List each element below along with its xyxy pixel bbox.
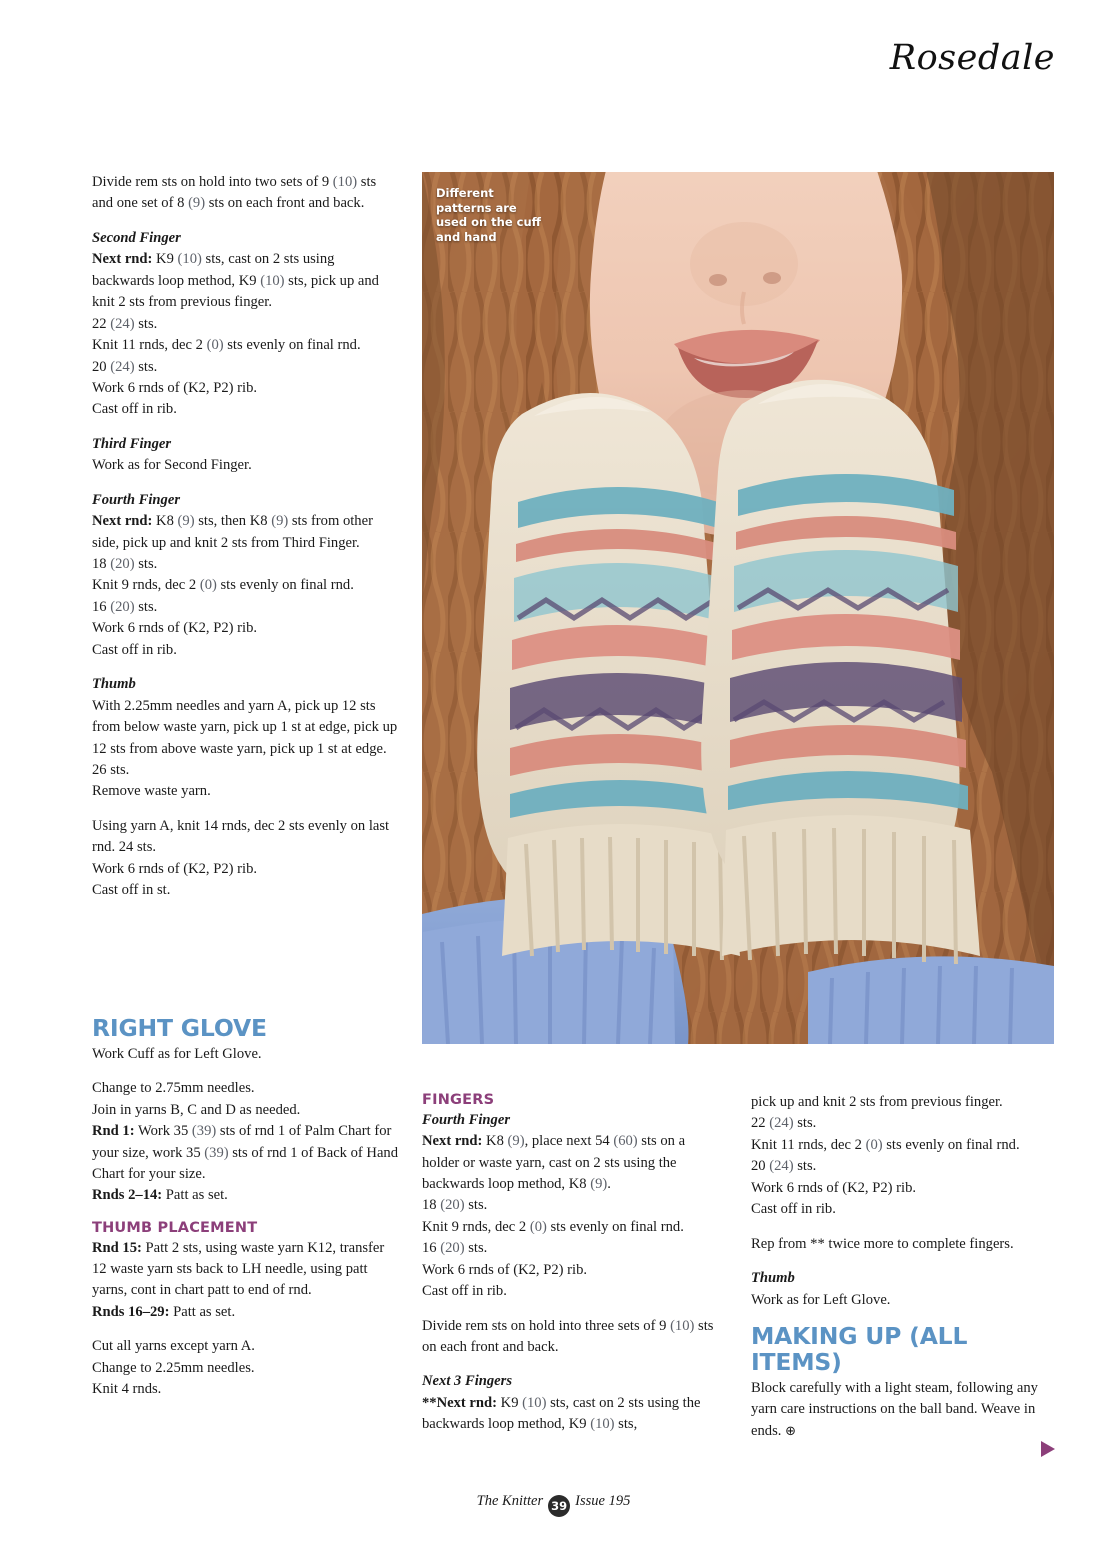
second-finger-line-2: Knit 11 rnds, dec 2 (0) sts evenly on final rnd. bbox=[92, 337, 361, 354]
thumb-placement-heading: THUMB PLACEMENT bbox=[92, 1219, 258, 1236]
second-finger-line-4: Work 6 rnds of (K2, P2) rib. bbox=[92, 379, 258, 396]
footer-issue: Issue 195 bbox=[575, 1493, 631, 1509]
fingers-line-4: Work 6 rnds of (K2, P2) rib. bbox=[422, 1261, 588, 1278]
next-page-arrow-icon bbox=[1041, 1441, 1055, 1457]
fingers-line-5: Cast off in rib. bbox=[422, 1283, 507, 1300]
continuation-line-3: 20 (24) sts. bbox=[751, 1158, 817, 1175]
column-right bbox=[751, 1092, 1053, 1442]
fingers-line-3: 16 (20) sts. bbox=[422, 1240, 488, 1257]
page-title: Rosedale bbox=[889, 38, 1055, 78]
second-finger-line-3: 20 (24) sts. bbox=[92, 358, 158, 375]
photo-illustration bbox=[422, 172, 1054, 1044]
footer-publication: The Knitter bbox=[476, 1493, 544, 1509]
continuation-line-4: Work 6 rnds of (K2, P2) rib. bbox=[751, 1179, 917, 1196]
right-thumb-heading: Thumb bbox=[751, 1270, 795, 1287]
thumb-placement-line-0: Rnd 15: Patt 2 sts, using waste yarn K12, transfer 12 waste yarn sts back to LH needle, using patt yarns, cont in chart patt to end of rnd. bbox=[92, 1239, 385, 1299]
fingers-line-2: Knit 9 rnds, dec 2 (0) sts evenly on final rnd. bbox=[422, 1218, 684, 1235]
thumb-heading: Thumb bbox=[92, 676, 136, 693]
right-glove-line2-3: Rnds 2–14: Patt as set. bbox=[92, 1187, 228, 1204]
footer-page-badge: 39 bbox=[548, 1495, 570, 1517]
column-middle bbox=[422, 1092, 722, 1436]
next-three-fingers-heading: Next 3 Fingers bbox=[422, 1373, 512, 1390]
thumb-line2-0: Using yarn A, knit 14 rnds, dec 2 sts evenly on last rnd. 24 sts. bbox=[92, 817, 390, 856]
second-finger-line-1: 22 (24) sts. bbox=[92, 315, 158, 332]
thumb-line-2: Remove waste yarn. bbox=[92, 783, 211, 800]
thumb-line2-2: Cast off in st. bbox=[92, 882, 171, 899]
second-finger-line-0: Next rnd: K9 (10) sts, cast on 2 sts using backwards loop method, K9 (10) sts, pick up and knit 2 sts from previous finger. bbox=[92, 251, 379, 311]
column-left-lower bbox=[92, 1016, 400, 1401]
fingers-fourth-heading: Fourth Finger bbox=[422, 1111, 511, 1128]
thumb-line-0: With 2.25mm needles and yarn A, pick up 12 sts from below waste yarn, pick up 1 st at edge, pick up 12 sts from above waste yarn, pick up 1 st at edge. bbox=[92, 697, 398, 757]
fourth-finger-heading: Fourth Finger bbox=[92, 491, 181, 508]
third-finger-heading: Third Finger bbox=[92, 435, 172, 452]
fingers-line-0: Next rnd: K8 (9), place next 54 (60) sts on a holder or waste yarn, cast on 2 sts using the backwards loop method, K8 (9). bbox=[422, 1133, 686, 1192]
page-footer bbox=[0, 1493, 1107, 1517]
end-marker-icon: ⊕ bbox=[785, 1423, 796, 1439]
right-glove-line2-0: Change to 2.75mm needles. bbox=[92, 1080, 255, 1097]
second-finger-heading: Second Finger bbox=[92, 229, 181, 246]
thumb-placement-line2-0: Cut all yarns except yarn A. bbox=[92, 1338, 255, 1355]
photo-caption: Different patterns are used on the cuff and hand bbox=[436, 186, 541, 245]
right-glove-line2-1: Join in yarns B, C and D as needed. bbox=[92, 1101, 301, 1118]
right-glove-heading: RIGHT GLOVE bbox=[92, 1014, 267, 1042]
fingers-divide: Divide rem sts on hold into three sets of 9 (10) sts on each front and back. bbox=[422, 1317, 714, 1356]
next-three-fingers-line-0: **Next rnd: K9 (10) sts, cast on 2 sts using the backwards loop method, K9 (10) sts, bbox=[422, 1394, 701, 1433]
thumb-line2-1: Work 6 rnds of (K2, P2) rib. bbox=[92, 860, 258, 877]
intro-paragraph: Divide rem sts on hold into two sets of 9 (10) sts and one set of 8 (9) sts on each front and back. bbox=[92, 174, 377, 212]
fourth-finger-line-0: Next rnd: K8 (9) sts, then K8 (9) sts from other side, pick up and knit 2 sts from Third Finger. bbox=[92, 513, 373, 551]
continuation-line-5: Cast off in rib. bbox=[751, 1201, 836, 1218]
fourth-finger-line-1: 18 (20) sts. bbox=[92, 556, 158, 572]
rep-line: Rep from ** twice more to complete fingers. bbox=[751, 1235, 1014, 1252]
column-left-upper bbox=[92, 172, 400, 902]
fourth-finger-line-5: Cast off in rib. bbox=[92, 641, 177, 658]
thumb-placement-line2-1: Change to 2.25mm needles. bbox=[92, 1359, 255, 1376]
making-up-heading: MAKING UP (ALL ITEMS) bbox=[751, 1321, 968, 1376]
fourth-finger-line-2: Knit 9 rnds, dec 2 (0) sts evenly on final rnd. bbox=[92, 577, 354, 594]
thumb-line-1: 26 sts. bbox=[92, 761, 130, 778]
right-thumb-line-0: Work as for Left Glove. bbox=[751, 1291, 891, 1308]
second-finger-line-5: Cast off in rib. bbox=[92, 401, 177, 418]
fourth-finger-line-3: 16 (20) sts. bbox=[92, 598, 158, 615]
making-up-line-0: Block carefully with a light steam, following any yarn care instructions on the ball band. Weave in ends. bbox=[751, 1379, 1038, 1439]
making-up-text bbox=[751, 1378, 1053, 1442]
continuation-line-0: pick up and knit 2 sts from previous finger. bbox=[751, 1094, 1003, 1110]
fingers-heading: FINGERS bbox=[422, 1092, 495, 1108]
continuation-line-2: Knit 11 rnds, dec 2 (0) sts evenly on final rnd. bbox=[751, 1136, 1020, 1153]
article-photo bbox=[422, 172, 1054, 1044]
right-glove-line2-2: Rnd 1: Work 35 (39) sts of rnd 1 of Palm Chart for your size, work 35 (39) sts of rnd 1 of Back of Hand Chart for your size. bbox=[92, 1123, 399, 1183]
continuation-line-1: 22 (24) sts. bbox=[751, 1115, 817, 1132]
fingers-line-1: 18 (20) sts. bbox=[422, 1197, 488, 1214]
thumb-placement-line-1: Rnds 16–29: Patt as set. bbox=[92, 1303, 236, 1320]
fourth-finger-line-4: Work 6 rnds of (K2, P2) rib. bbox=[92, 620, 258, 637]
third-finger-line-0: Work as for Second Finger. bbox=[92, 457, 252, 474]
right-glove-line-0: Work Cuff as for Left Glove. bbox=[92, 1045, 262, 1062]
thumb-placement-line2-2: Knit 4 rnds. bbox=[92, 1381, 162, 1398]
